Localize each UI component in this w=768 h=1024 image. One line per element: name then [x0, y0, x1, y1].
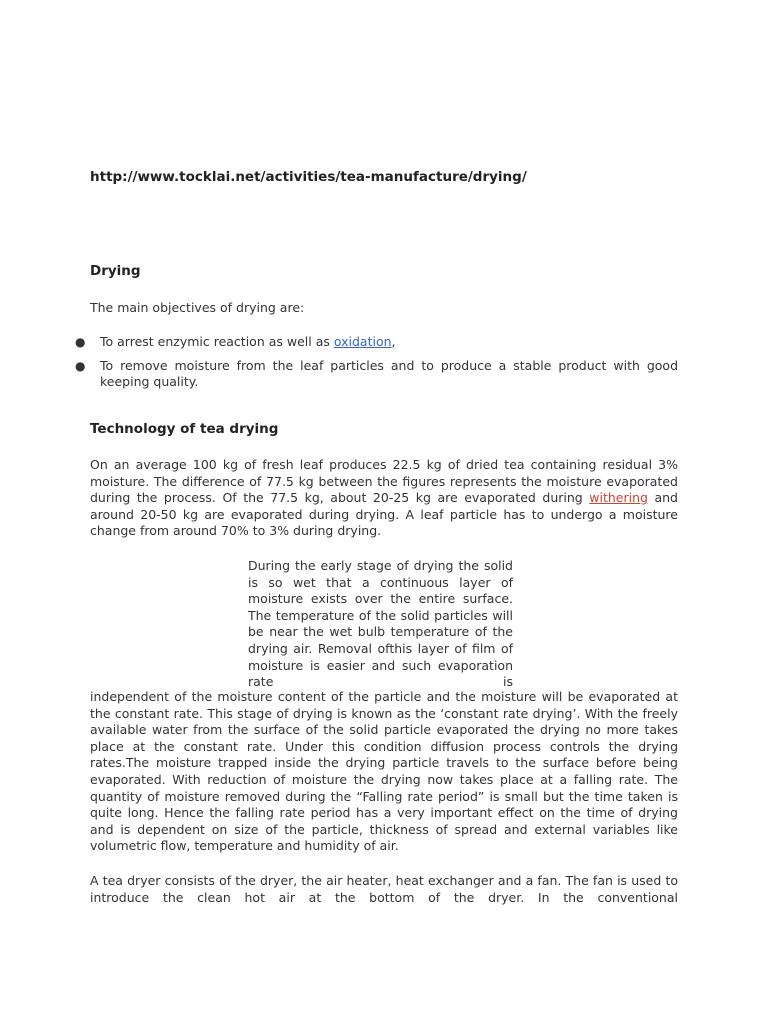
section-heading-drying: Drying — [90, 263, 141, 279]
bullet-icon: ● — [75, 335, 86, 349]
source-url: http://www.tocklai.net/activities/tea-manufacture/drying/ — [90, 169, 527, 185]
oxidation-link[interactable]: oxidation — [333, 334, 392, 349]
bullet-icon: ● — [75, 358, 86, 373]
list-item — [72, 358, 678, 391]
withering-link[interactable]: withering — [589, 490, 648, 506]
intro-text: The main objectives of drying are: — [90, 300, 305, 315]
bullet-suffix: , — [391, 334, 396, 349]
objectives-list — [72, 334, 678, 398]
bullet-text: To arrest enzymic reaction as well as — [100, 334, 334, 349]
paragraph-tea-dryer: A tea dryer consists of the dryer, the air heater, heat exchanger and a fan. The fan is used to introduce the clean hot air at the bottom of the dryer. In the conventional — [90, 873, 678, 905]
paragraph-average-yield — [90, 457, 678, 540]
paragraph-drying-stage-indented: During the early stage of drying the solid is so wet that a continuous layer of moisture exists over the entire surface. The temperature of the solid particles will be near the wet bulb temperature of the drying air. Removal ofthis layer of film of moisture is easier and such evaporation rate is — [248, 558, 513, 690]
paragraph-drying-stage-continued: independent of the moisture content of the particle and the moisture will be evaporated at the constant rate. This stage of drying is known as the ‘constant rate drying’. With the freely available water from the surface of the solid particle evaporated the drying no more takes place at the constant rate. Under this condition diffusion process controls the drying rates.The moisture trapped inside the drying particle travels to the surface before being evaporated. With reduction of moisture the drying now takes place at a falling rate. The quantity of moisture removed during the “Falling rate period” is small but the time taken is quite long. Hence the falling rate period has a very important effect on the time of drying and is dependent on size of the particle, thickness of spread and external variables like volumetric flow, temperature and humidity of air. — [90, 689, 678, 854]
section-heading-technology: Technology of tea drying — [90, 421, 279, 437]
paragraph-text: On an average 100 kg of fresh leaf produces 22.5 kg of dried tea containing residual 3% moisture. The difference of 77.5 kg between the figures represents the moisture evaporated during the process. Of the 77.5 kg, about 20-25 kg are evaporated during — [90, 457, 678, 506]
paragraph-text: and around 20-50 kg are evaporated during drying. A leaf particle has to undergo a moisture change from around 70% to 3% during drying. — [90, 490, 678, 539]
bullet-text: To remove moisture from the leaf particles and to produce a stable product with good keeping quality. — [100, 357, 678, 390]
list-item — [72, 334, 678, 351]
